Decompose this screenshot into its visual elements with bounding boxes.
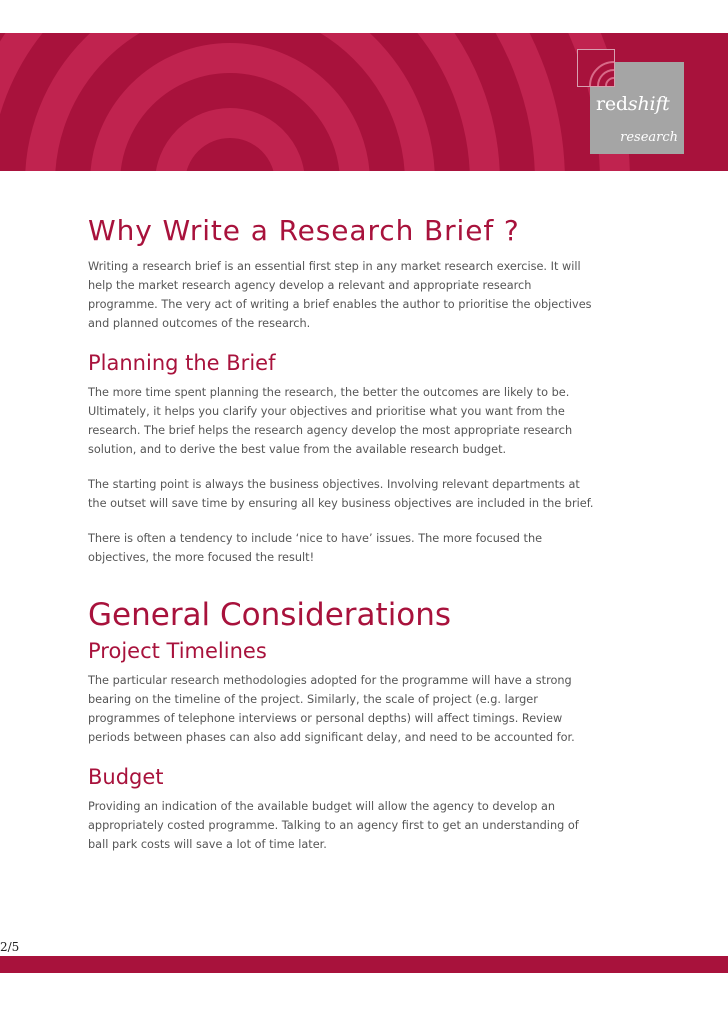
budget-paragraph: Providing an indication of the available budget will allow the agency to develop an appropriately costed programme. Talking to an agency first to get an understanding of ball park costs will save a lot of time later. — [88, 800, 579, 851]
page-number: 2/5 — [0, 940, 20, 954]
logo-red: red — [596, 93, 628, 115]
general-considerations-heading: General Considerations — [88, 597, 452, 633]
planning-paragraph-3: There is often a tendency to include ‘nice to have’ issues. The more focused the objectives, the more focused the result! — [88, 532, 543, 564]
project-timelines-paragraph: The particular research methodologies adopted for the programme will have a strong bearing on the timeline of the project. Similarly, the scale of project (e.g. larger programmes of telephone interviews or personal depths) will affect timings. Review periods between phases can also add significant delay, and need to be accounted for. — [88, 674, 575, 744]
project-timelines-heading: Project Timelines — [88, 639, 267, 663]
budget-heading: Budget — [88, 765, 164, 789]
redshift-logo — [578, 50, 686, 155]
planning-heading: Planning the Brief — [88, 351, 276, 375]
footer-bar — [0, 956, 728, 973]
logo-shift: shift — [627, 93, 670, 115]
intro-paragraph: Writing a research brief is an essential first step in any market research exercise. It will help the market research agency develop a relevant and appropriate research programme. The very act of writing a brief enables the author to prioritise the objectives and planned outcomes of the research. — [88, 260, 592, 330]
document-body — [88, 205, 598, 870]
planning-paragraph-1: The more time spent planning the research, the better the outcomes are likely to be. Ultimately, it helps you clarify your objectives and prioritise what you want from the research. The brief helps the research agency develop the most appropriate research solution, and to derive the best value from the available research budget. — [88, 386, 573, 456]
logo-wordmark — [596, 93, 670, 115]
planning-paragraph-2: The starting point is always the business objectives. Involving relevant departments at the outset will save time by ensuring all key business objectives are included in the brief. — [88, 478, 594, 510]
page-title: Why Write a Research Brief ? — [88, 214, 520, 247]
logo-subtitle: research — [620, 130, 678, 145]
logo-corner-mark — [578, 50, 614, 86]
header-banner — [0, 33, 728, 171]
